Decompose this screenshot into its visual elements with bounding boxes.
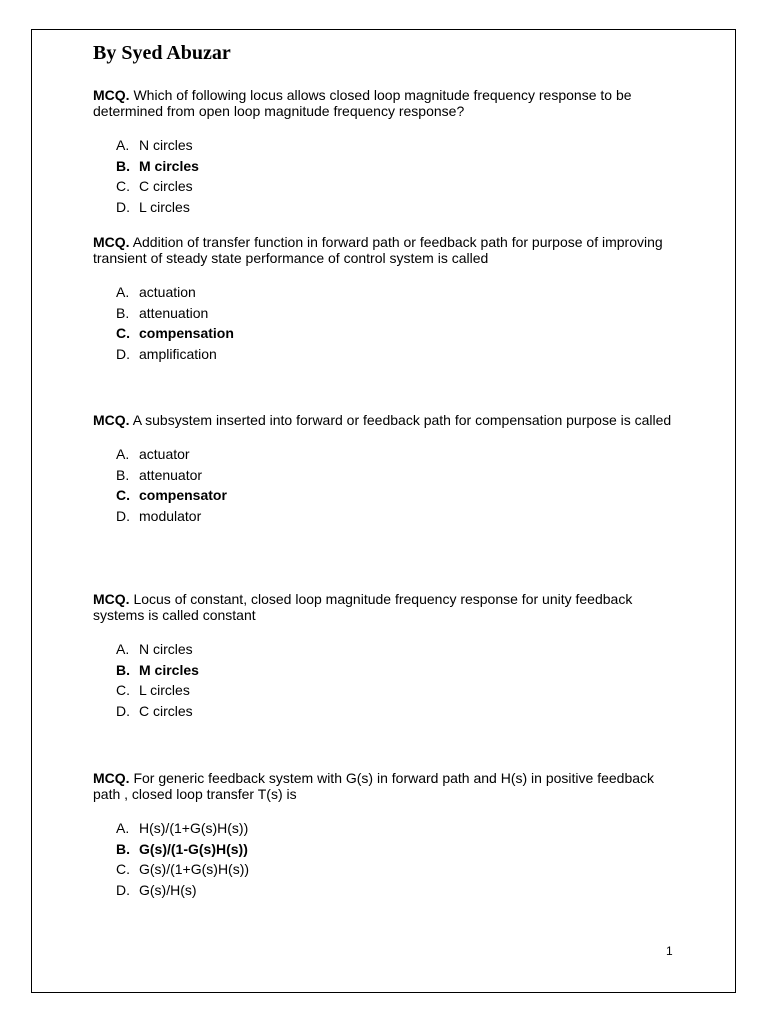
option-c: C. G(s)/(1+G(s)H(s)) bbox=[116, 861, 250, 878]
option-d: D. L circles bbox=[116, 198, 190, 215]
option-d: D. G(s)/H(s) bbox=[116, 881, 197, 898]
question-text bbox=[93, 412, 683, 428]
option-b: B. attenuation bbox=[116, 304, 209, 321]
option-a: A. N circles bbox=[116, 641, 193, 657]
mcq-prefix: MCQ. bbox=[93, 770, 130, 786]
question-text bbox=[93, 591, 683, 623]
option-d: D. amplification bbox=[116, 345, 217, 362]
option-c: C. C circles bbox=[116, 178, 193, 195]
option-c-correct: C. compensation bbox=[116, 325, 234, 342]
option-a: A. actuation bbox=[116, 284, 196, 300]
question-body: For generic feedback system with G(s) in forward path and H(s) in positive feedback path , closed loop transfer T(s) is bbox=[93, 770, 655, 802]
question-body: A subsystem inserted into forward or feedback path for compensation purpose is called bbox=[132, 412, 672, 428]
question-text bbox=[93, 234, 683, 266]
question-body: Locus of constant, closed loop magnitude frequency response for unity feedback systems is called constant bbox=[93, 591, 633, 623]
options-list bbox=[93, 639, 683, 721]
mcq-prefix: MCQ. bbox=[93, 591, 130, 607]
option-a: A. actuator bbox=[116, 446, 190, 462]
option-b: B. attenuator bbox=[116, 466, 203, 483]
option-c-correct: C. compensator bbox=[116, 487, 227, 504]
option-c: C. L circles bbox=[116, 682, 190, 699]
option-b-correct: B. M circles bbox=[116, 157, 199, 174]
option-d: D. C circles bbox=[116, 702, 193, 719]
options-list bbox=[93, 282, 683, 364]
question-1 bbox=[93, 87, 683, 217]
question-2 bbox=[93, 234, 683, 364]
question-5 bbox=[93, 770, 683, 900]
option-a: A. H(s)/(1+G(s)H(s)) bbox=[116, 820, 249, 836]
mcq-prefix: MCQ. bbox=[93, 412, 130, 428]
mcq-prefix: MCQ. bbox=[93, 234, 130, 250]
option-d: D. modulator bbox=[116, 507, 202, 524]
question-3 bbox=[93, 412, 683, 526]
author-heading: By Syed Abuzar bbox=[93, 42, 231, 64]
page-number: 1 bbox=[666, 944, 673, 958]
question-body: Addition of transfer function in forward path or feedback path for purpose of improving transient of steady state performance of control system is called bbox=[93, 234, 663, 266]
question-4 bbox=[93, 591, 683, 721]
option-b-correct: B. M circles bbox=[116, 661, 199, 678]
options-list bbox=[93, 444, 683, 526]
option-b-correct: B. G(s)/(1-G(s)H(s)) bbox=[116, 840, 248, 857]
option-a: A. N circles bbox=[116, 137, 193, 153]
options-list bbox=[93, 135, 683, 217]
question-text bbox=[93, 770, 683, 802]
mcq-prefix: MCQ. bbox=[93, 87, 130, 103]
question-text bbox=[93, 87, 683, 119]
question-body: Which of following locus allows closed loop magnitude frequency response to be determined from open loop magnitude frequency response? bbox=[93, 87, 632, 119]
options-list bbox=[93, 818, 683, 900]
